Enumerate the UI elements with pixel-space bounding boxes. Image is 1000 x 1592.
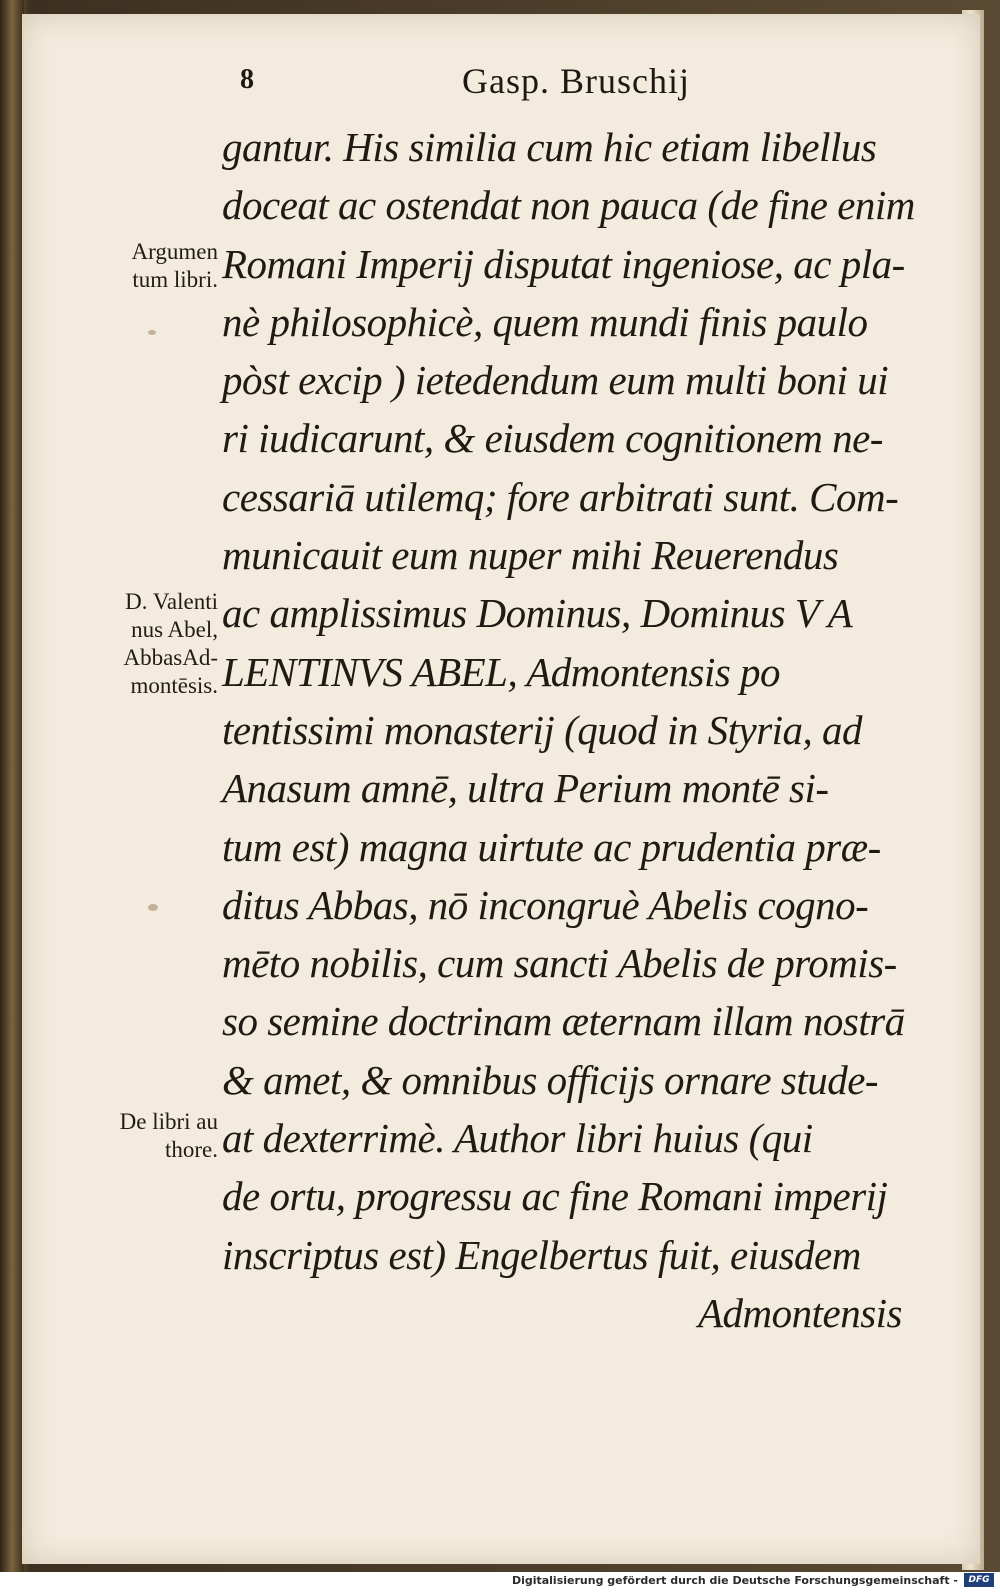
text-line: mēto nobilis, cum sancti Abelis de promis-: [222, 940, 897, 987]
text-line: LENTINVS ABEL, Admontensis po: [222, 648, 781, 695]
margin-note-line: De libri au: [119, 1109, 218, 1134]
text-line: inscriptus est) Engelbertus fuit, eiusdem: [222, 1231, 861, 1278]
text-line: doceat ac ostendat non pauca (de fine enim: [222, 182, 915, 229]
body-text: [222, 118, 922, 1342]
text-line: tentissimi monasterij (quod in Styria, ad: [222, 706, 863, 753]
margin-note-line: tum libri.: [132, 267, 218, 292]
book-binding-edge: [0, 0, 24, 1572]
page-header: [240, 60, 940, 110]
text-line: de ortu, progressu ac fine Romani imperij: [222, 1173, 888, 1220]
digitization-credit: Digitalisierung gefördert durch die Deutsche Forschungsgemeinschaft -: [511, 1574, 958, 1587]
catchword: Admontensis: [697, 1289, 902, 1336]
text-line: cessariā utilemq; fore arbitrati sunt. Com-: [222, 473, 899, 520]
text-line: & amet, & omnibus officijs ornare stude-: [222, 1056, 879, 1103]
running-head: Gasp. Bruschij: [462, 61, 690, 101]
text-line: tum est) magna uirtute ac prudentia præ-: [222, 823, 881, 870]
text-line: Romani Imperij disputat ingeniose, ac pla-: [222, 240, 905, 287]
text-line: pòst excip ) ietedendum eum multi boni ui: [222, 357, 889, 404]
margin-note-line: Argumen: [131, 239, 218, 264]
margin-note-line: nus Abel,: [131, 617, 218, 642]
text-line: at dexterrimè. Author libri huius (qui: [222, 1115, 813, 1162]
margin-note-argumentum: [58, 238, 218, 294]
text-line: so semine doctrinam æternam illam nostrā: [222, 998, 905, 1045]
text-line: municauit eum nuper mihi Reuerendus: [222, 532, 839, 579]
dfg-logo: DFG: [964, 1573, 994, 1587]
margin-note-valentinus-abel: [58, 588, 218, 700]
text-line: ditus Abbas, nō incongruè Abelis cogno-: [222, 881, 869, 928]
text-line: Anasum amnē, ultra Perium montē si-: [222, 765, 829, 812]
text-line: ac amplissimus Dominus, Dominus V A: [222, 590, 853, 637]
margin-note-line: AbbasAd-: [123, 645, 218, 670]
margin-note-line: montēsis.: [130, 673, 218, 698]
margin-note-de-libri-authore: [58, 1108, 218, 1164]
margin-note-line: thore.: [164, 1137, 218, 1162]
page-number: 8: [240, 64, 254, 95]
ink-speck: [148, 904, 158, 911]
text-line: nè philosophicè, quem mundi finis paulo: [222, 298, 868, 345]
text-line: gantur. His similia cum hic etiam libellus: [222, 124, 877, 170]
margin-note-line: D. Valenti: [125, 589, 218, 614]
ink-speck: [148, 330, 156, 335]
text-line: ri iudicarunt, & eiusdem cognitionem ne-: [222, 415, 883, 462]
